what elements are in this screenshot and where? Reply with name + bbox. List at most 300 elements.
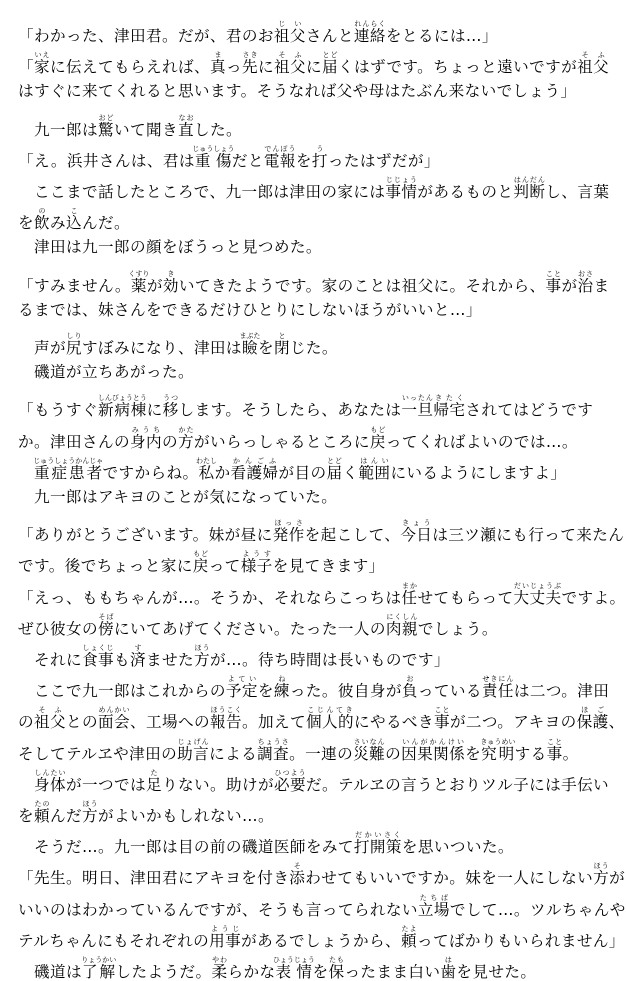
- ruby-reading: しんたい: [34, 768, 66, 777]
- ruby-base: 移: [162, 401, 179, 420]
- ruby-word: [272, 956, 315, 981]
- ruby-reading: とど: [321, 51, 338, 60]
- ruby-base: 用事: [209, 931, 242, 950]
- ruby-base: 一旦: [401, 401, 434, 420]
- text-run: が一つでは: [66, 775, 146, 794]
- ruby-reading: ようす: [240, 550, 273, 559]
- text-line: [18, 956, 598, 981]
- ruby-word: [177, 737, 210, 763]
- text-run: を見てきます」: [272, 557, 385, 576]
- ruby-reading: こと: [545, 269, 562, 278]
- text-run: が…。待ち時間は長いものです」: [209, 651, 450, 669]
- text-run: に伝えてもらえれば、: [50, 58, 210, 77]
- text-run: 、: [608, 713, 625, 732]
- ruby-base: 保: [328, 963, 345, 981]
- ruby-word: [513, 176, 546, 201]
- ruby-word: [401, 581, 418, 607]
- text-run: った。彼自身が: [289, 682, 402, 701]
- ruby-reading: ね: [273, 675, 290, 684]
- text-run: は二つ。津田: [513, 682, 610, 701]
- ruby-word: [326, 456, 343, 482]
- text-line: [18, 238, 598, 256]
- text-line: [18, 675, 610, 701]
- text-run: を起こして、: [304, 526, 401, 545]
- text-run: だと: [231, 151, 264, 170]
- text-run: が: [609, 869, 626, 888]
- text-line: [18, 768, 610, 794]
- ruby-base: 歯: [440, 963, 457, 981]
- ruby-reading: でんぽう: [263, 144, 296, 153]
- text-line: [18, 613, 598, 638]
- ruby-word: [305, 706, 354, 732]
- text-run: ませた: [145, 651, 194, 669]
- ruby-reading: たちば: [417, 893, 450, 902]
- text-line: [18, 20, 598, 45]
- text-run: 「先生。明日、津田君にアキヨを付き: [18, 869, 290, 888]
- ruby-base: 事情: [385, 183, 418, 201]
- text-run: を: [257, 339, 274, 357]
- text-run: らかな: [227, 963, 276, 981]
- ruby-reading: さき: [241, 51, 258, 60]
- text-run: を見せた。: [456, 963, 537, 981]
- ruby-reading: そふ: [34, 706, 66, 715]
- ruby-base: 発作: [272, 526, 305, 545]
- ruby-word: [34, 800, 50, 825]
- text-run: があるでしょうから、: [241, 931, 401, 950]
- text-run: ったはずだが」: [327, 151, 440, 170]
- text-run: じた。: [289, 339, 338, 357]
- text-run: く: [342, 463, 359, 482]
- text-run: んだ。: [82, 214, 130, 233]
- ruby-base: 込: [66, 214, 82, 233]
- ruby-reading: たも: [328, 956, 345, 964]
- ruby-word: [440, 956, 457, 981]
- ruby-word: [97, 113, 114, 139]
- text-line: [18, 644, 598, 669]
- text-line: [18, 924, 625, 950]
- ruby-reading: た: [145, 768, 162, 777]
- text-run: し、言葉: [545, 183, 610, 201]
- ruby-base: 瞼: [239, 339, 261, 357]
- ruby-base: 傍: [97, 619, 114, 638]
- ruby-reading: こじんてき: [305, 706, 354, 715]
- ruby-reading: みうち: [129, 425, 162, 434]
- ruby-word: [273, 675, 290, 701]
- text-run: っ: [225, 58, 242, 77]
- ruby-reading: はんい: [358, 456, 391, 465]
- ruby-reading: こ: [66, 207, 82, 216]
- ruby-base: 負: [401, 682, 418, 701]
- ruby-base: 個人的: [305, 713, 354, 732]
- text-line: [18, 862, 626, 888]
- ruby-reading: ひつよう: [273, 768, 306, 777]
- ruby-reading: やわ: [211, 956, 228, 964]
- ruby-word: [321, 51, 338, 77]
- text-run: 。一連の: [289, 744, 354, 763]
- ruby-base: 戻: [369, 432, 386, 451]
- ruby-reading: ちょうさ: [257, 737, 290, 746]
- text-run: にやるべき: [353, 713, 434, 732]
- ruby-base: 届: [321, 58, 338, 77]
- ruby-base: 食事: [81, 651, 114, 669]
- ruby-word: [273, 332, 290, 357]
- ruby-reading: わたし: [195, 456, 217, 465]
- ruby-word: [401, 737, 466, 763]
- ruby-word: [401, 394, 434, 420]
- text-run: が: [146, 276, 163, 295]
- ruby-base: 方: [82, 807, 98, 825]
- ruby-reading: さいなん: [353, 737, 386, 746]
- text-run: 「もうすぐ: [18, 401, 98, 420]
- ruby-base: 調査: [257, 744, 290, 763]
- ruby-base: 立場: [417, 900, 450, 919]
- ruby-word: [401, 675, 418, 701]
- ruby-base: 重傷: [192, 151, 235, 170]
- ruby-word: [193, 644, 210, 669]
- text-run: に: [305, 58, 322, 77]
- text-run: ってくればよいのでは…。: [385, 432, 578, 451]
- ruby-word: [353, 20, 386, 45]
- ruby-reading: おさ: [577, 269, 594, 278]
- text-line: [18, 269, 610, 295]
- ruby-base: 済: [129, 651, 146, 669]
- text-line: [18, 332, 598, 357]
- text-run: だ。テルヱの言うとおりツル子には手伝い: [305, 775, 610, 794]
- ruby-word: [33, 456, 104, 482]
- text-line: [18, 519, 625, 545]
- ruby-base: 究明: [480, 744, 516, 763]
- ruby-reading: きゅうめい: [480, 737, 516, 746]
- text-run: に: [146, 401, 163, 420]
- ruby-word: [546, 737, 563, 763]
- ruby-word: [576, 706, 609, 732]
- ruby-base: 範囲: [358, 463, 391, 482]
- ruby-word: [81, 644, 114, 669]
- text-run: の: [161, 432, 178, 451]
- text-run: わせてもいいですか。妹を一人にしない: [305, 869, 594, 888]
- ruby-reading: ひょうじょう: [272, 956, 315, 964]
- text-run: 「え。浜井さんは、君は: [18, 151, 195, 170]
- ruby-base: 直: [177, 120, 194, 139]
- ruby-base: 方: [193, 651, 210, 669]
- ruby-reading: よてい: [225, 675, 258, 684]
- ruby-word: [211, 956, 228, 981]
- text-run: が二つ。アキヨの: [449, 713, 577, 732]
- ruby-word: [433, 394, 466, 420]
- text-run: はすぐに来てくれると思います。そうなれば父や母はたぶん来ないでしょう」: [18, 82, 577, 101]
- ruby-reading: まぶた: [239, 332, 261, 340]
- ruby-base: 事: [433, 713, 450, 732]
- ruby-reading: うつ: [162, 394, 179, 403]
- text-run: でして…。ツルちゃんや: [449, 900, 626, 919]
- ruby-base: 連絡: [353, 27, 386, 45]
- ruby-base: 方: [593, 869, 610, 888]
- ruby-word: [145, 768, 162, 794]
- ruby-base: 必要: [273, 775, 306, 794]
- ruby-base: 打開策: [353, 838, 402, 857]
- ruby-word: [34, 51, 50, 77]
- text-run: でしょう。: [417, 619, 498, 638]
- text-run: それに: [18, 651, 82, 669]
- text-run: 声が: [18, 339, 66, 357]
- text-line: [18, 394, 598, 419]
- ruby-base: 看護婦: [230, 463, 279, 482]
- ruby-reading: じゅうしょうかんじゃ: [33, 456, 104, 465]
- ruby-reading: じじょう: [385, 176, 418, 184]
- text-run: 磯道は: [18, 963, 82, 981]
- ruby-word: [433, 706, 450, 732]
- text-run: 。: [562, 744, 579, 763]
- ruby-word: [577, 51, 610, 77]
- text-line: [18, 488, 598, 506]
- ruby-word: [240, 550, 273, 576]
- text-run: を: [18, 214, 34, 233]
- ruby-reading: お: [401, 675, 418, 684]
- ruby-base: 頼: [400, 931, 417, 950]
- text-line: [18, 363, 598, 381]
- ruby-reading: う: [311, 144, 328, 153]
- ruby-reading: いんがかんけい: [401, 737, 466, 746]
- text-line: [18, 82, 598, 100]
- ruby-word: [353, 737, 386, 763]
- text-run: りない。助けが: [161, 775, 274, 794]
- ruby-base: 今日: [400, 526, 433, 545]
- text-run: されてはどうです: [465, 401, 594, 420]
- text-run: いいのはわかっているんですが、そうも言ってられない: [18, 900, 418, 919]
- ruby-word: [272, 519, 305, 545]
- ruby-reading: だいじょうぶ: [513, 581, 562, 590]
- text-run: をとるには…」: [385, 27, 498, 45]
- ruby-word: [263, 144, 296, 170]
- ruby-base: 報告: [209, 713, 242, 732]
- ruby-word: [481, 675, 514, 701]
- ruby-base: 祖父: [34, 713, 66, 732]
- ruby-word: [545, 269, 562, 295]
- ruby-base: 効: [162, 276, 179, 295]
- ruby-reading: もど: [369, 425, 386, 434]
- ruby-word: [417, 893, 450, 919]
- ruby-word: [513, 581, 562, 607]
- text-line: [18, 706, 625, 732]
- text-run: [18, 776, 34, 794]
- ruby-word: [129, 644, 146, 669]
- ruby-word: [209, 924, 242, 950]
- ruby-reading: じょげん: [177, 737, 210, 746]
- text-line: [18, 301, 598, 319]
- ruby-word: [34, 706, 66, 732]
- ruby-base: 了解: [81, 963, 117, 981]
- text-run: ぜひ彼女の: [18, 619, 98, 638]
- ruby-base: 重症患者: [33, 463, 104, 482]
- ruby-word: [128, 269, 150, 295]
- ruby-reading: まか: [401, 581, 418, 590]
- ruby-word: [273, 51, 306, 77]
- ruby-word: [209, 706, 242, 732]
- ruby-word: [273, 768, 306, 794]
- text-run: 。加えて: [241, 713, 306, 732]
- text-run: そしてテルヱや津田の: [18, 744, 178, 763]
- text-run: との: [66, 713, 98, 732]
- ruby-reading: たの: [34, 800, 50, 808]
- ruby-word: [129, 425, 162, 451]
- ruby-word: [34, 768, 66, 794]
- ruby-word: [82, 800, 98, 825]
- ruby-reading: きたく: [433, 394, 466, 403]
- ruby-base: 薬: [128, 276, 150, 295]
- ruby-reading: もど: [192, 550, 209, 559]
- text-run: 九一郎はアキヨのことが気になっていた。: [18, 488, 338, 506]
- ruby-word: [257, 737, 290, 763]
- ruby-word: [289, 862, 306, 888]
- ruby-reading: かた: [177, 425, 194, 434]
- text-run: 、工場への: [130, 713, 210, 732]
- ruby-reading: ま: [209, 51, 226, 60]
- ruby-word: [400, 924, 417, 950]
- ruby-base: 足: [145, 775, 162, 794]
- ruby-base: 祖父: [273, 27, 306, 45]
- ruby-reading: ようじ: [209, 924, 242, 933]
- ruby-reading: こと: [546, 737, 563, 746]
- text-run: って: [208, 557, 241, 576]
- ruby-base: 災難: [353, 744, 386, 763]
- text-line: [18, 550, 598, 575]
- ruby-base: 任: [401, 588, 418, 607]
- ruby-base: 大丈夫: [513, 588, 562, 607]
- ruby-base: 祖父: [577, 58, 610, 77]
- ruby-reading: そふ: [273, 51, 306, 60]
- ruby-base: 判断: [513, 183, 546, 201]
- text-run: か: [214, 463, 231, 482]
- ruby-reading: ほう: [593, 862, 610, 871]
- text-run: にいてあげてください。たった一人の: [113, 619, 386, 638]
- ruby-base: 新病棟: [97, 401, 147, 420]
- ruby-word: [97, 612, 114, 638]
- ruby-word: [81, 956, 117, 981]
- ruby-word: [273, 20, 306, 45]
- text-run: がいらっしゃるところに: [193, 432, 370, 451]
- ruby-word: [209, 51, 226, 77]
- ruby-word: [480, 737, 516, 763]
- text-run: 「すみません。: [18, 276, 131, 295]
- ruby-reading: だかいさく: [353, 831, 402, 840]
- text-run: み: [50, 214, 66, 233]
- ruby-base: 戻: [192, 557, 209, 576]
- text-run: 「: [18, 58, 34, 77]
- ruby-reading: き: [162, 269, 179, 278]
- text-run: は三ツ瀬にも行って来たん: [432, 526, 625, 545]
- text-line: [18, 176, 610, 201]
- ruby-reading: こと: [433, 706, 450, 715]
- ruby-base: 表情: [272, 963, 315, 981]
- ruby-reading: そふ: [577, 51, 610, 60]
- ruby-base: 面会: [98, 713, 130, 732]
- ruby-word: [241, 51, 258, 77]
- ruby-reading: そ: [289, 862, 306, 871]
- text-run: テルちゃんにもそれぞれの: [18, 931, 210, 950]
- ruby-word: [225, 675, 258, 701]
- text-run: 「わかった、津田君。だが、君のお: [18, 27, 274, 45]
- text-line: [18, 893, 626, 919]
- ruby-base: 練: [273, 682, 290, 701]
- text-run: んだ: [50, 807, 82, 825]
- ruby-base: 飲: [34, 214, 50, 233]
- text-line: [18, 831, 598, 856]
- ruby-base: 帰宅: [433, 401, 466, 420]
- ruby-word: [328, 956, 345, 981]
- ruby-base: 予定: [225, 682, 258, 701]
- ruby-word: [177, 425, 194, 451]
- text-run: の: [385, 744, 402, 763]
- ruby-base: 助言: [177, 744, 210, 763]
- text-run: 「えっ、ももちゃんが…。そうか、それならこっちは: [18, 588, 402, 607]
- ruby-reading: は: [440, 956, 457, 964]
- ruby-reading: たよ: [400, 924, 417, 933]
- ruby-word: [162, 269, 179, 295]
- text-run: せてもらって: [417, 588, 514, 607]
- ruby-base: 真: [209, 58, 226, 77]
- text-line: [18, 457, 598, 482]
- ruby-base: 祖父: [273, 58, 306, 77]
- ruby-base: 身体: [34, 775, 66, 794]
- text-run: を: [18, 807, 34, 825]
- text-run: を: [257, 682, 274, 701]
- ruby-reading: りょうかい: [81, 956, 117, 964]
- ruby-word: [230, 456, 279, 482]
- ruby-reading: いったん: [401, 394, 434, 403]
- text-run: 「ありがとうございます。妹が昼に: [18, 526, 273, 545]
- text-line: [18, 51, 610, 77]
- text-run: か。津田さんの: [18, 432, 130, 451]
- text-run: くはずです。ちょっと遠いですが: [337, 58, 578, 77]
- ruby-reading: じゅうしょう: [192, 144, 235, 153]
- ruby-base: 柔: [211, 963, 228, 981]
- ruby-word: [353, 831, 402, 857]
- text-run: があるものと: [417, 183, 514, 201]
- text-run: いて聞き: [113, 120, 178, 139]
- text-run: による: [209, 744, 258, 763]
- ruby-word: [97, 394, 147, 420]
- ruby-word: [65, 332, 82, 357]
- text-run: 九一郎は: [18, 120, 98, 139]
- ruby-word: [311, 144, 328, 170]
- text-run: です。後でちょっと家に: [18, 557, 193, 576]
- text-run: したようだ。: [115, 963, 212, 981]
- text-run: ここで九一郎はこれからの: [18, 682, 226, 701]
- ruby-word: [400, 519, 433, 545]
- ruby-base: 方: [177, 432, 194, 451]
- ruby-word: [385, 176, 418, 201]
- ruby-base: 事: [546, 744, 563, 763]
- ruby-word: [369, 425, 386, 451]
- text-run: ですよ。: [561, 588, 626, 607]
- ruby-base: 保護: [576, 713, 609, 732]
- ruby-base: 身内: [129, 432, 162, 451]
- ruby-reading: いえ: [34, 51, 50, 60]
- ruby-word: [34, 207, 50, 233]
- ruby-reading: おど: [97, 113, 114, 122]
- ruby-base: 驚: [97, 120, 114, 139]
- text-run: さんと: [305, 27, 354, 45]
- text-run: ここまで話したところで、九一郎は津田の家には: [18, 183, 386, 201]
- ruby-base: 添: [289, 869, 306, 888]
- ruby-word: [577, 269, 594, 295]
- ruby-base: 事: [545, 276, 562, 295]
- text-run: にいるようにしますよ」: [390, 463, 567, 482]
- ruby-word: [385, 612, 418, 638]
- ruby-word: [192, 144, 235, 170]
- ruby-word: [162, 394, 179, 420]
- ruby-reading: ほう: [82, 800, 98, 808]
